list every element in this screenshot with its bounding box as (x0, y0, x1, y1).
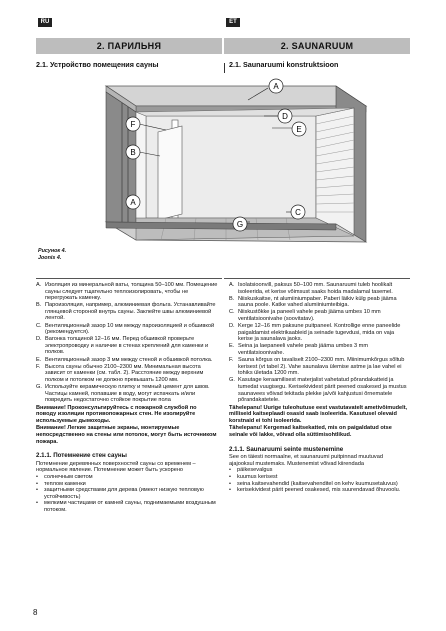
subtitle-et: 2.1. Saunaruumi konstruktsioon (229, 60, 339, 69)
page-number: 8 (33, 608, 38, 617)
warning-et-2: Tähelepanu! Kergemad kaitsekatted, mis on paigaldatud otse seinale või lakke, võivad olla süttimisohtlikud. (229, 425, 392, 439)
subtitle-ru: 2.1. Устройство помещения сауны (36, 60, 159, 69)
list-item: A. Изоляция из минеральной ваты, толщина 50–100 мм. Помещение сауны следует тщательно теплоизолировать, чтобы не перегружать каменку. (36, 282, 218, 302)
list-item: B. Niiskuskaitse, nt alumiiniumpaber. Paberi läikiv külg peab jääma sauna poole. Katke vahed alumiiniumteibiga. (229, 295, 397, 309)
section-title-et: 2. SAUNARUUM (224, 38, 410, 54)
section-heading-ru: 2.1.1. Потемнение стен сауны (36, 452, 127, 460)
label-e: E (296, 125, 302, 134)
label-a-bottom: A (130, 198, 136, 207)
label-d: D (282, 112, 288, 121)
list-item: • seina kaitsevahendid (kaitsevahenditel on kehv kuumusetaluvus) (229, 480, 398, 487)
list-item: A. Isolatsioonvill, paksus 50–100 mm. Saunaruumi tuleb hoolikalt isoleerida, et kerise võimsust saaks hoida madalamal tasemel. (229, 282, 393, 295)
list-item: E. Seina ja laepaneeli vahele peab jääma umbes 3 mm ventilatsioonivahe. (229, 343, 368, 356)
list-item: • теплом каменки (36, 480, 86, 487)
list-item: G. Используйте керамическую плитку и темный цемент для швов. Частицы камней, попавшие в воду, могут испачкать и/или повредить недостаточно стойкое покрытие пола (36, 383, 210, 404)
label-c: C (295, 208, 301, 217)
lang-badge-et: ET (226, 18, 240, 27)
list-item: F. Высота сауны обычно 2100–2300 мм. Минимальная высота зависит от каменки (см. табл. 2). Расстояние между верхним полком и потолком не должно превышать 1200 мм. (36, 363, 204, 383)
divider-right (224, 278, 410, 279)
label-g: G (236, 220, 244, 229)
figure-caption (38, 248, 66, 261)
lang-badge-ru: RU (38, 18, 52, 27)
list-item: E. Вентиляционный зазор 3 мм между стеной и обшивкой потолка. (36, 356, 213, 363)
list-item: • защитными средствами для дерева (имеют низкую тепловую устойчивость) (36, 487, 204, 500)
list-item: B. Пароизоляция, например, алюминиевая фольга. Устанавливайте глянцевой стороной внутрь сауны. Заклейте швы алюминиевой лентой. (36, 302, 216, 322)
list-item: C. Niiskustõkke ja paneeli vahele peab jääma umbes 10 mm ventilatsioonivahe (soovitatav). (229, 309, 381, 322)
list-item: • мелкими частицами от камней сауны, поднимаемыми воздушным потоком. (36, 500, 216, 513)
label-b: B (130, 148, 136, 157)
list-item: • päikesevalgus (229, 467, 273, 474)
warning-ru: Внимание! Проконсультируйтесь с пожарной службой по поводу изоляции противопожарных стен. Не изолируйте используемые дымоходы. (36, 404, 197, 424)
list-item: C. Вентиляционный зазор 10 мм между пароизоляцией и обшивкой (рекомендуется). (36, 322, 215, 336)
divider-left (36, 278, 222, 279)
list-item: • солнечным светом (36, 474, 93, 481)
warning-et: Tähelepanu! Uurige tuleohutuse eest vastutavatelt ametivõimudelt, milliseid kaitseplaadi osasid saab isoleerida. Kasutusel olevaid korstnaid ei tohi isoleerida. (229, 404, 408, 424)
warning-ru-2: Внимание! Легкие защитные экраны, монтируемые непосредственно на стены или потолок, могут быть источником пожара. (36, 425, 217, 445)
list-item: F. Sauna kõrgus on tavaliselt 2100–2300 mm. Miinimumkõrgus sõltub kerisest (vt tabel 2). Vahe saunalava ülemise astme ja lae vahel ei tohiks ületada 1200 mm. (229, 357, 405, 377)
list-item: D. Вагонка толщиной 12–16 мм. Перед обшивкой проверьте электропроводку и наличие в стенах креплений для каменки и полков. (36, 336, 209, 356)
list-item: • kerisekividest pärit peened osakesed, mis suurendavad õhuvoolu. (229, 487, 401, 494)
column-et (229, 282, 409, 494)
section-heading-et: 2.1.1. Saunaruumi seinte mustenemine (229, 445, 344, 453)
label-f: F (130, 120, 136, 129)
column-ru (36, 282, 218, 514)
caption-ru: Рисунок 4. (38, 248, 67, 254)
sauna-construction-figure (36, 72, 408, 274)
list-item: D. Kerge 12–16 mm paksune puitpaneel. Kontrollige enne paneelide paigaldamist elektrikaableid ja seinade tugevdusi, mida on vaja kerise ja saunalava jaoks. (229, 323, 401, 343)
caption-et: Joonis 4. (38, 254, 62, 261)
section-title-ru: 2. ПАРИЛЬНЯ (36, 38, 222, 54)
section-intro-ru: Потемнение деревянных поверхностей сауны со временем – нормальное явление. Потемнение может быть ускорено (36, 460, 196, 474)
list-item: • kuumus kerisest (229, 474, 278, 481)
list-item: G. Kasutage keraamilisest materjalist vahetatud põrandakatteid ja tumedat vuugisegu. Kerisekividest pärit peened osakesed ja mustus saunavees võivad tekitada plekke ja/või kahjustusi õrnematele põrandakatetele. (229, 377, 407, 404)
label-a-top: A (273, 82, 279, 91)
section-intro-et: See on täiesti normaalne, et saunaruumi puitpinnad muutuvad ajajooksul mustemaks. Mustenemist võivad kiirendada (229, 454, 383, 467)
